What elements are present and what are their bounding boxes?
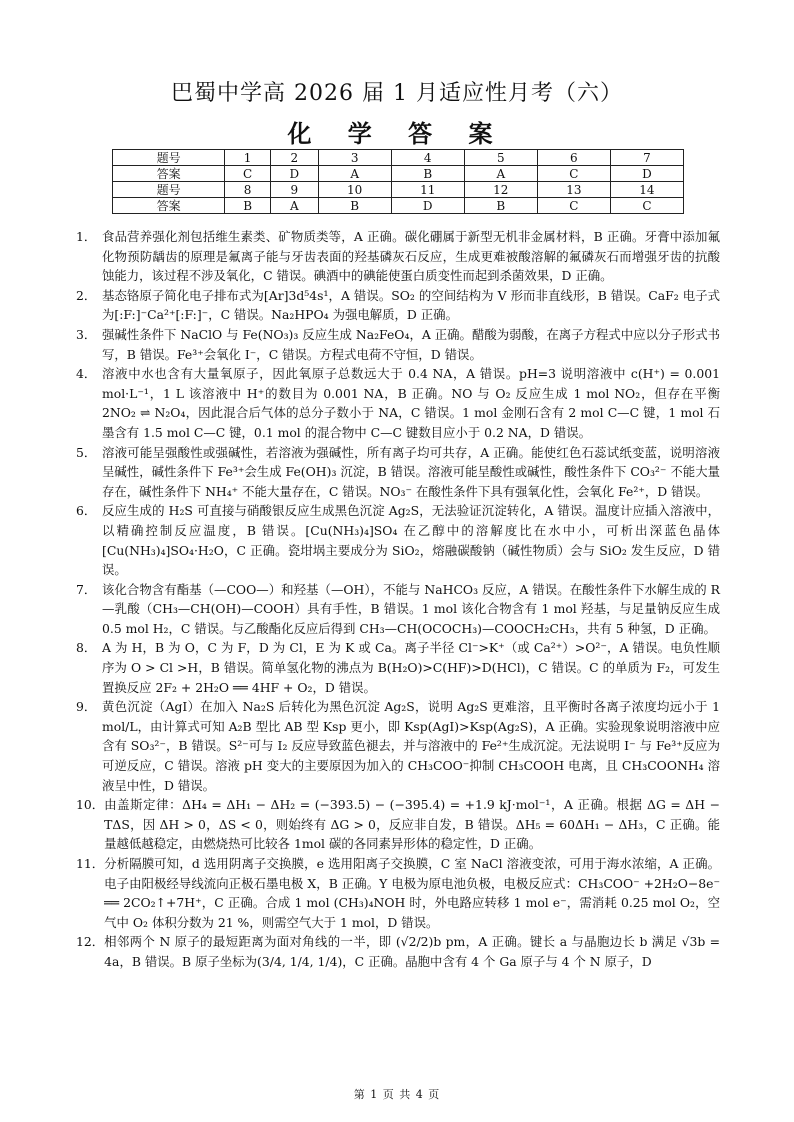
item-number: 11． — [76, 856, 105, 871]
table-cell: 11 — [391, 182, 464, 198]
table-cell: B — [464, 198, 537, 214]
table-cell: 12 — [464, 182, 537, 198]
table-cell: 3 — [318, 150, 391, 166]
table-cell: A — [270, 198, 318, 214]
item-text: 强碱性条件下 NaClO 与 Fe(NO₃)₃ 反应生成 Na₂FeO₄，A 正确。醋酸为弱酸，在离子方程式中应以分子形式书写，B 错误。Fe³⁺会氧化 I⁻，C 错误。方程式电荷不守恒，D 错误。 — [102, 326, 720, 362]
item-text: 由盖斯定律：ΔH₄ = ΔH₁ − ΔH₂ = (−393.5) − (−395.4) = +1.9 kJ·mol⁻¹，A 正确。根据 ΔG = ΔH − TΔS，因 ΔH > 0，ΔS < 0，则始终有 ΔG > 0，反应非自发，B 错误。ΔH₅ = 60ΔH₁ − ΔH₃，C 正确。能量越低越稳定，由燃烧热可比较各 1mol 碳的各同素异形体的稳定性，D 正确。 — [104, 797, 720, 852]
page-title: 巴蜀中学高 2026 届 1 月适应性月考（六） — [171, 81, 623, 106]
answer-table — [112, 149, 684, 214]
item-number: 1． — [76, 229, 97, 244]
table-row — [113, 182, 684, 198]
explanation-item — [76, 443, 720, 502]
item-number: 2． — [76, 287, 97, 303]
explanation-item — [76, 697, 720, 795]
item-text: 溶液可能呈强酸性或强碱性，若溶液为强碱性，所有离子均可共存，A 正确。能使红色石蕊试纸变蓝，说明溶液呈碱性，碱性条件下 Fe³⁺会生成 Fe(OH)₃ 沉淀，B 错误。溶液可能呈酸性或碱性，酸性条件下 CO₃²⁻ 不能大量存在，碱性条件下 NH₄⁺ 不能大量存在，C 错误。NO₃⁻ 在酸性条件下具有强氧化性，会氧化 Fe²⁺，D 错误。 — [102, 444, 720, 499]
table-cell: 4 — [391, 150, 464, 166]
explanation-item — [76, 854, 720, 932]
page-footer: 第 1 页 共 4 页 — [353, 1088, 441, 1101]
table-cell: C — [537, 198, 610, 214]
page-subtitle: 化 学 答 案 — [287, 119, 507, 148]
item-text: A 为 H，B 为 O，C 为 F，D 为 Cl，E 为 K 或 Ca。离子半径 Cl⁻>K⁺（或 Ca²⁺）>O²⁻，A 错误。电负性顺序为 O > Cl >H，B 错误。简单氢化物的沸点为 B(H₂O)>C(HF)>D(HCl)，C 错误。C 的单质为 F₂，可发生置换反应 2F₂ + 2H₂O ══ 4HF + O₂，D 错误。 — [102, 640, 720, 695]
table-cell: 7 — [610, 150, 683, 166]
explanation-item — [76, 364, 720, 442]
explanation-item — [76, 286, 720, 325]
table-cell: C — [537, 166, 610, 182]
table-cell: 13 — [537, 182, 610, 198]
table-cell: 9 — [270, 182, 318, 198]
item-text: 该化合物含有酯基（—COO—）和羟基（—OH），不能与 NaHCO₃ 反应，A 错误。在酸性条件下水解生成的 R—乳酸（CH₃—CH(OH)—COOH）具有手性，B 错误。1 mol 该化合物含有 1 mol 羟基，与足量钠反应生成 0.5 mol H₂，C 错误。与乙酸酯化反应后得到 CH₃—CH(OCOCH₃)—COOCH₂CH₃，共有 5 种氢，D 正确。 — [102, 581, 720, 636]
item-number: 4． — [76, 366, 97, 382]
explanation-item — [76, 638, 720, 697]
explanation-item — [76, 932, 720, 971]
table-cell: A — [318, 166, 391, 182]
explanations — [76, 227, 720, 972]
table-cell: D — [610, 166, 683, 182]
item-number: 8． — [76, 640, 97, 656]
table-row — [113, 166, 684, 182]
table-cell: C — [225, 166, 271, 182]
table-cell: D — [270, 166, 318, 182]
item-number: 7． — [76, 581, 97, 597]
table-cell: 1 — [225, 150, 271, 166]
item-number: 6． — [76, 503, 97, 519]
item-text: 基态铬原子简化电子排布式为[Ar]3d⁵4s¹，A 错误。SO₂ 的空间结构为 V 形而非直线形，B 错误。CaF₂ 电子式为[:F:]⁻Ca²⁺[:F:]⁻，C 错误。Na₂HPO₄ 为强电解质，D 正确。 — [102, 287, 720, 323]
table-cell: 8 — [225, 182, 271, 198]
table-cell: 14 — [610, 182, 683, 198]
table-cell: C — [610, 198, 683, 214]
table-cell: A — [464, 166, 537, 182]
table-cell: 10 — [318, 182, 391, 198]
explanation-item — [76, 325, 720, 364]
explanation-item — [76, 227, 720, 286]
table-cell: 6 — [537, 150, 610, 166]
explanation-item — [76, 501, 720, 579]
item-text: 溶液中水也含有大量氧原子，因此氧原子总数远大于 0.4 NA，A 错误。pH=3 说明溶液中 c(H⁺) = 0.001 mol·L⁻¹，1 L 该溶液中 H⁺的数目为 0.001 NA，B 正确。NO 与 O₂ 反应生成 1 mol NO₂，但存在平衡 2NO₂ ⇌ N₂O₄，因此混合后气体的总分子数小于 NA，C 错误。1 mol 金刚石含有 2 mol C—C 键，1 mol 石墨含有 1.5 mol C—C 键，0.1 mol 的混合物中 C—C 键数目应小于 0.2 NA，D 错误。 — [102, 366, 720, 440]
item-text: 分析隔膜可知，d 选用阴离子交换膜，e 选用阳离子交换膜，C 室 NaCl 溶液变浓，可用于海水浓缩，A 正确。电子由阳极经导线流向正极石墨电极 X，B 正确。Y 电极为原电池负极，电极反应式：CH₃COO⁻ +2H₂O−8e⁻ ══ 2CO₂↑+7H⁺，C 正确。合成 1 mol (CH₃)₄NOH 时，外电路应转移 1 mol e⁻，需消耗 0.25 mol O₂，空气中 O₂ 体积分数为 21 %，则需空气大于 1 mol，D 错误。 — [104, 856, 720, 930]
table-cell: 5 — [464, 150, 537, 166]
item-number: 3． — [76, 326, 97, 342]
explanation-item — [76, 795, 720, 854]
row-header-cell: 题号 — [113, 182, 225, 198]
item-number: 10． — [76, 797, 105, 813]
table-cell: B — [225, 198, 271, 214]
item-text: 食品营养强化剂包括维生素类、矿物质类等，A 正确。碳化硼属于新型无机非金属材料，B 正确。牙膏中添加氟化物预防龋齿的原理是氟离子能与牙齿表面的羟基磷灰石反应，生成更难被酸溶解的氟磷灰石而增强牙齿的抗酸蚀能力，该过程不涉及氧化，C 错误。碘酒中的碘能使蛋白质变性而起到杀菌效果，D 正确。 — [102, 229, 720, 284]
table-cell: D — [391, 198, 464, 214]
table-row — [113, 150, 684, 166]
table-cell: 2 — [270, 150, 318, 166]
item-text: 黄色沉淀（AgI）在加入 Na₂S 后转化为黑色沉淀 Ag₂S，说明 Ag₂S 更难溶，且平衡时各离子浓度均远小于 1 mol/L，由计算式可知 A₂B 型比 AB 型 Ksp 更小，即 Ksp(AgI)>Ksp(Ag₂S)，A 正确。实验现象说明溶液中应含有 SO₃²⁻，B 错误。S²⁻可与 I₂ 反应导致蓝色褪去，并与溶液中的 Fe²⁺生成沉淀。无法说明 I⁻ 与 Fe³⁺反应为可逆反应，C 错误。溶液 pH 变大的主要原因为加入的 CH₃COO⁻抑制 CH₃COOH 电离，且 CH₃COONH₄ 溶液呈中性，D 错误。 — [102, 699, 720, 793]
table-cell: B — [391, 166, 464, 182]
row-header-cell: 题号 — [113, 150, 225, 166]
table-row — [113, 198, 684, 214]
item-number: 9． — [76, 699, 97, 715]
table-cell: B — [318, 198, 391, 214]
row-header-cell: 答案 — [113, 166, 225, 182]
row-header-cell: 答案 — [113, 198, 225, 214]
item-number: 5． — [76, 444, 97, 460]
item-number: 12． — [76, 934, 105, 950]
explanation-item — [76, 580, 720, 639]
item-text: 相邻两个 N 原子的最短距离为面对角线的一半，即 (√2/2)b pm，A 正确。键长 a 与晶胞边长 b 满足 √3b = 4a，B 错误。B 原子坐标为(3/4, 1/4, 1/4)，C 正确。晶胞中含有 4 个 Ga 原子与 4 个 N 原子，D — [104, 934, 720, 969]
item-text: 反应生成的 H₂S 可直接与硝酸银反应生成黑色沉淀 Ag₂S，无法验证沉淀转化，A 错误。温度计应插入溶液中，以精确控制反应温度，B 错误。[Cu(NH₃)₄]SO₄ 在乙醇中的溶解度比在水中小，可析出深蓝色晶体 [Cu(NH₃)₄]SO₄·H₂O，C 正确。瓷坩埚主要成分为 SiO₂，熔融碳酸钠（碱性物质）会与 SiO₂ 发生反应，D 错误。 — [102, 503, 720, 578]
